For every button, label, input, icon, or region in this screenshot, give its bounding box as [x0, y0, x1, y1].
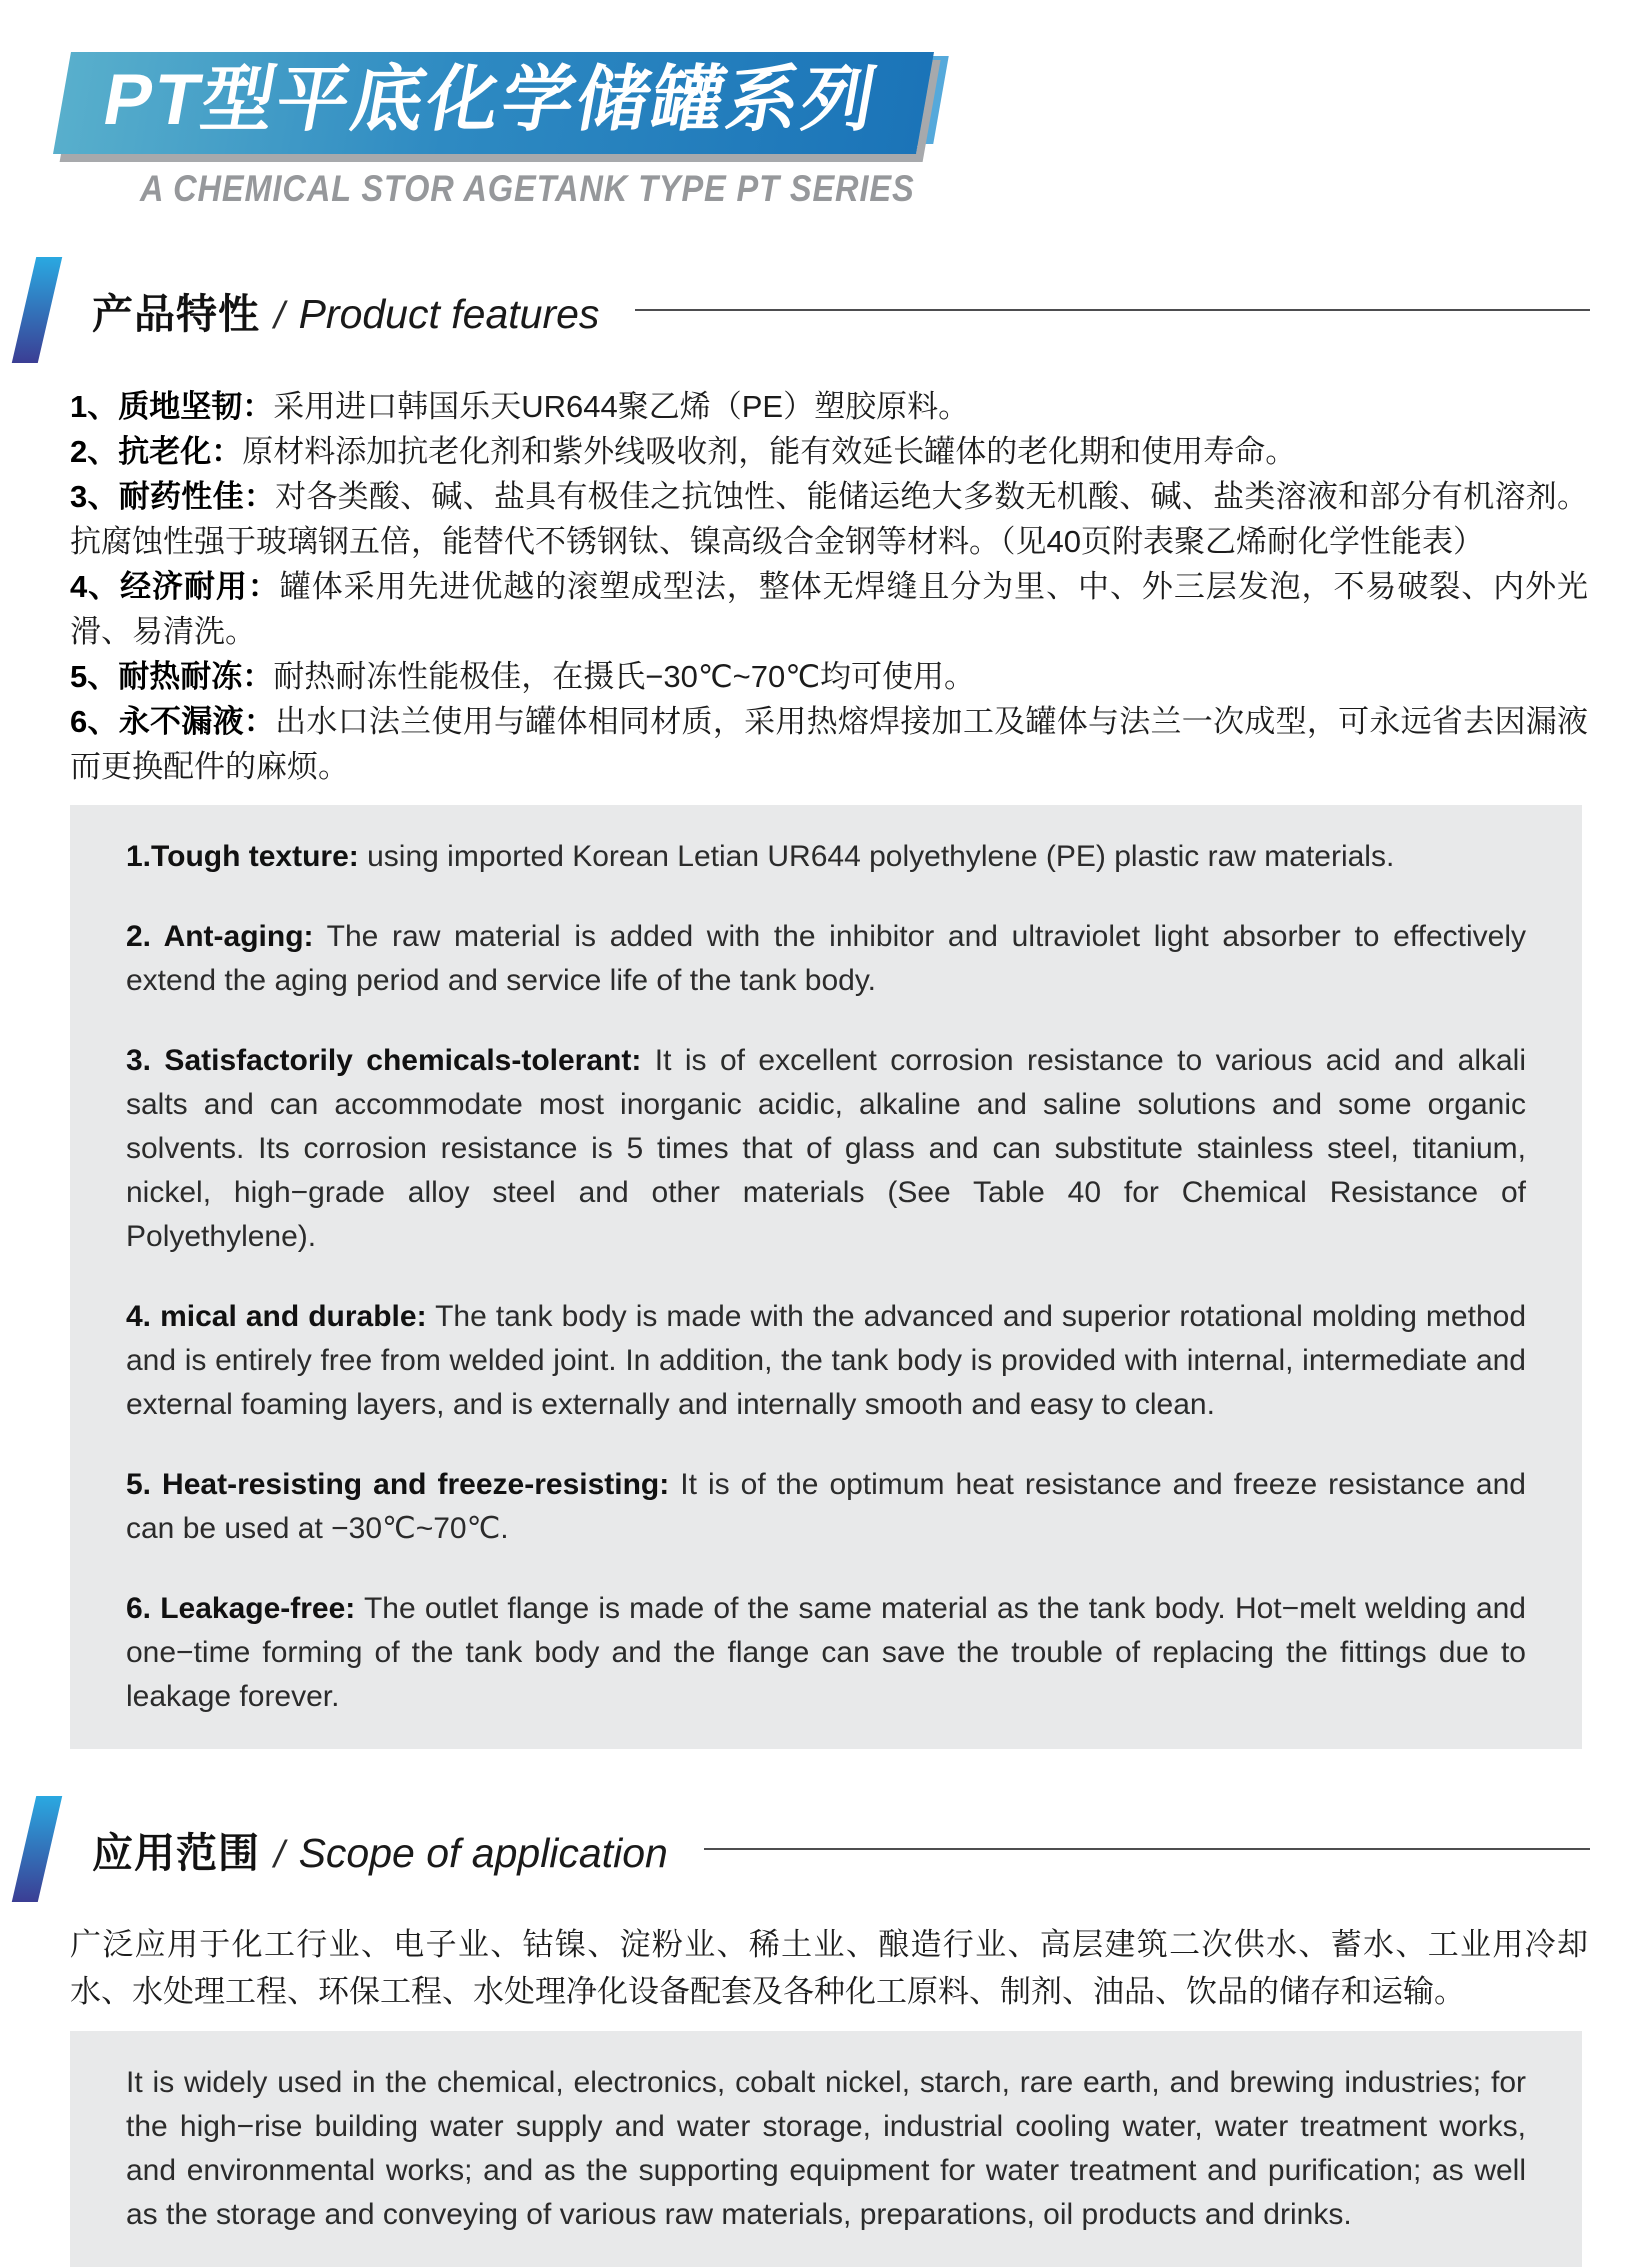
- feature-label-zh: 4、经济耐用：: [70, 569, 280, 604]
- section-title-product-features: [92, 281, 599, 340]
- feature-item-en: [126, 915, 1526, 1003]
- title-banner-wrap: [62, 52, 925, 154]
- feature-item-en: [126, 1039, 1526, 1259]
- section-title-en: Scope of application: [298, 1829, 668, 1876]
- feature-text-zh: 对各类酸、碱、盐具有极佳之抗蚀性、能储运绝大多数无机酸、碱、盐类溶液和部分有机溶剂。抗腐蚀性强于玻璃钢五倍，能替代不锈钢钛、镍高级合金钢等材料。（见40页附表聚乙烯耐化学性能表）: [70, 479, 1588, 559]
- section-title-en: Product features: [298, 290, 600, 337]
- feature-item-zh: [70, 654, 1588, 699]
- feature-label-zh: 5、耐热耐冻：: [70, 659, 274, 694]
- feature-item-en: [126, 1463, 1526, 1551]
- feature-label-en: 1.Tough texture:: [126, 840, 359, 873]
- section-title-scope: [92, 1820, 668, 1879]
- scope-text-en-box: [70, 2031, 1582, 2267]
- feature-text-zh: 出水口法兰使用与罐体相同材质，采用热熔焊接加工及罐体与法兰一次成型，可永远省去因漏液而更换配件的麻烦。: [70, 704, 1588, 784]
- section-header-scope: [24, 1795, 1590, 1903]
- feature-label-en: 3. Satisfactorily chemicals-tolerant:: [126, 1044, 642, 1077]
- feature-label-en: 5. Heat-resisting and freeze-resisting:: [126, 1468, 670, 1501]
- section-title-separator: /: [274, 1833, 285, 1876]
- section-title-zh: 应用范围: [92, 1829, 260, 1876]
- section-title-zh: 产品特性: [92, 290, 260, 337]
- feature-item-zh: [70, 474, 1588, 564]
- page-header: [0, 0, 1648, 210]
- feature-label-zh: 3、耐药性佳：: [70, 479, 276, 514]
- feature-list-en-box: [70, 805, 1582, 1749]
- feature-label-en: 2. Ant-aging:: [126, 920, 314, 953]
- page-subtitle: A CHEMICAL STOR AGETANK TYPE PT SERIES: [140, 168, 915, 209]
- feature-item-zh: [70, 384, 1588, 429]
- feature-item-zh: [70, 699, 1588, 789]
- section-title-separator: /: [274, 294, 285, 337]
- section-rule: [635, 309, 1590, 311]
- feature-text-en: It is of the optimum heat resistance and freeze resistance and can be used at −30℃~70℃.: [126, 1468, 1526, 1545]
- feature-text-zh: 原材料添加抗老化剂和紫外线吸收剂，能有效延长罐体的老化期和使用寿命。: [242, 434, 1297, 469]
- feature-text-en: The raw material is added with the inhibitor and ultraviolet light absorber to effectively extend the aging period and service life of the tank body.: [126, 920, 1526, 997]
- scope-text-zh: 广泛应用于化工行业、电子业、钴镍、淀粉业、稀土业、酿造行业、高层建筑二次供水、蓄水、工业用冷却水、水处理工程、环保工程、水处理净化设备配套及各种化工原料、制剂、油品、饮品的储存和运输。: [70, 1927, 1588, 2009]
- feature-item-zh: [70, 429, 1588, 474]
- feature-item-en: [126, 835, 1526, 879]
- section-accent-bar: [12, 1796, 62, 1902]
- section-rule: [704, 1848, 1590, 1850]
- feature-list-zh: [70, 384, 1588, 789]
- feature-text-zh: 采用进口韩国乐天UR644聚乙烯（PE）塑胶原料。: [273, 389, 970, 424]
- feature-label-en: 4. mical and durable:: [126, 1300, 427, 1333]
- scope-text-en: It is widely used in the chemical, electronics, cobalt nickel, starch, rare earth, and brewing industries; for the high−rise building water supply and water storage, industrial cooling water, water treatment works, and environmental works; and as the supporting equipment for water treatment and purification; as well as the storage and conveying of various raw materials, preparations, oil products and drinks.: [126, 2066, 1526, 2231]
- section-accent-bar: [12, 257, 62, 363]
- page-title: PT型平底化学储罐系列: [97, 60, 885, 140]
- feature-text-en: using imported Korean Letian UR644 polyethylene (PE) plastic raw materials.: [367, 840, 1395, 873]
- feature-item-zh: [70, 564, 1588, 654]
- feature-text-zh: 耐热耐冻性能极佳，在摄氏−30℃~70℃均可使用。: [273, 659, 976, 694]
- feature-label-zh: 6、永不漏液：: [70, 704, 276, 739]
- feature-text-en: The outlet flange is made of the same material as the tank body. Hot−melt welding and one−time forming of the tank body and the flange can save the trouble of replacing the fittings due to leakage forever.: [126, 1592, 1526, 1713]
- feature-text-en: It is of excellent corrosion resistance to various acid and alkali salts and can accommodate most inorganic acidic, alkaline and saline solutions and some organic solvents. Its corrosion resistance is 5 times that of glass and can substitute stainless steel, titanium, nickel, high−grade alloy steel and other materials (See Table 40 for Chemical Resistance of Polyethylene).: [126, 1044, 1526, 1253]
- feature-label-en: 6. Leakage-free:: [126, 1592, 356, 1625]
- title-banner: [53, 52, 934, 154]
- feature-label-zh: 1、质地坚韧：: [70, 389, 274, 424]
- feature-text-zh: 罐体采用先进优越的滚塑成型法，整体无焊缝且分为里、中、外三层发泡，不易破裂、内外光滑、易清洗。: [70, 569, 1588, 649]
- section-header-product-features: [24, 256, 1590, 364]
- feature-text-en: The tank body is made with the advanced and superior rotational molding method and is entirely free from welded joint. In addition, the tank body is provided with internal, intermediate and external foaming layers, and is externally and internally smooth and easy to clean.: [126, 1300, 1526, 1421]
- feature-item-en: [126, 1295, 1526, 1427]
- feature-item-en: [126, 1587, 1526, 1719]
- feature-label-zh: 2、抗老化：: [70, 434, 243, 469]
